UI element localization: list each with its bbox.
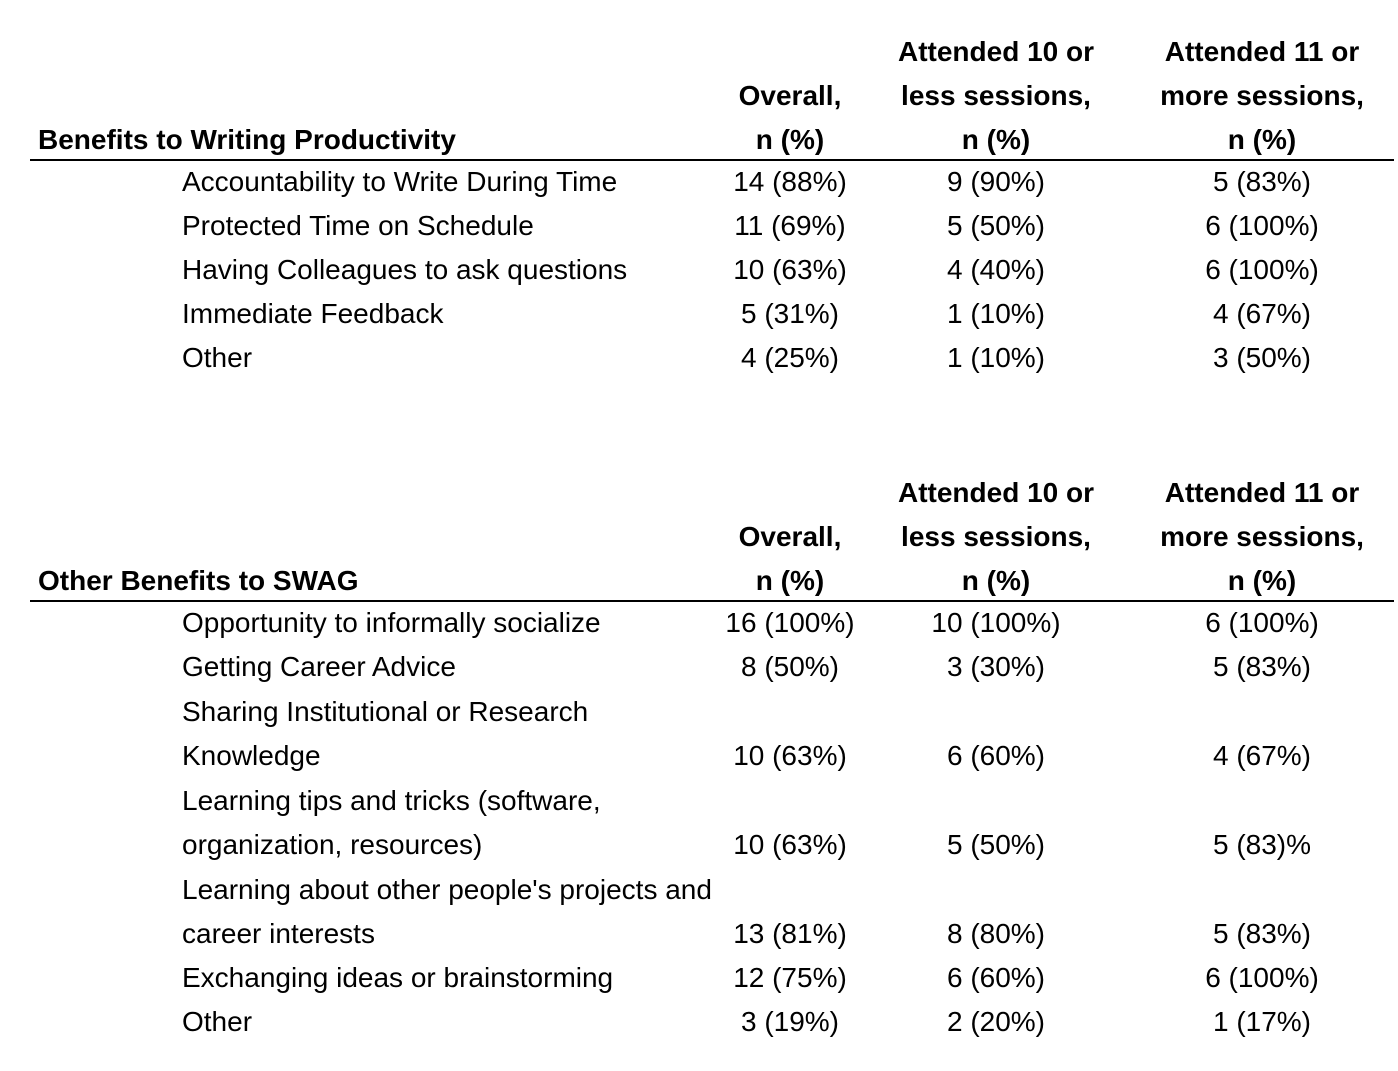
cell-10-or-less: 3 (30%) [946, 651, 1046, 682]
cell-overall: 4 (25%) [740, 342, 840, 373]
table-row [0, 778, 1398, 867]
column-header-line: n (%) [961, 124, 1031, 155]
cell-11-or-more: 1 (17%) [1212, 1006, 1312, 1037]
column-header-11-or-more [1140, 471, 1384, 603]
cell-10-or-less: 9 (90%) [946, 166, 1046, 197]
cell-10-or-less: 1 (10%) [946, 298, 1046, 329]
table-body [0, 601, 1398, 1044]
column-header-line: Attended 11 or [1164, 36, 1360, 67]
table-row [0, 689, 1398, 778]
column-header-line: Overall, [738, 80, 842, 111]
cell-11-or-more: 6 (100%) [1205, 962, 1319, 993]
row-label: Other [182, 342, 253, 373]
table-row [0, 867, 1398, 956]
cell-10-or-less: 2 (20%) [946, 1006, 1046, 1037]
section-title: Benefits to Writing Productivity [38, 124, 456, 155]
cell-overall: 5 (31%) [740, 298, 840, 329]
column-header-line: less sessions, [901, 521, 1091, 552]
table-row [0, 601, 1398, 645]
row-label: Learning tips and tricks (software, organization, resources) [182, 785, 601, 860]
table-row [0, 248, 1398, 292]
row-label: Exchanging ideas or brainstorming [182, 962, 614, 993]
cell-11-or-more: 5 (83%) [1212, 918, 1312, 949]
cell-10-or-less: 10 (100%) [931, 607, 1061, 638]
cell-10-or-less: 6 (60%) [946, 962, 1046, 993]
cell-11-or-more: 5 (83)% [1212, 829, 1312, 860]
column-header-line: n (%) [755, 565, 825, 596]
column-header-line: n (%) [961, 565, 1031, 596]
cell-10-or-less: 6 (60%) [946, 740, 1046, 771]
column-header-11-or-more [1140, 30, 1384, 162]
cell-overall: 8 (50%) [740, 651, 840, 682]
cell-overall: 11 (69%) [734, 210, 846, 241]
column-header-line: Attended 10 or [897, 36, 1095, 67]
row-label: Opportunity to informally socialize [182, 607, 601, 638]
cell-10-or-less: 8 (80%) [946, 918, 1046, 949]
table-row [0, 204, 1398, 248]
cell-10-or-less: 1 (10%) [946, 342, 1046, 373]
column-header-10-or-less [876, 30, 1116, 162]
column-header-line: more sessions, [1160, 521, 1364, 552]
table-row [0, 956, 1398, 1000]
column-header-line: n (%) [755, 124, 825, 155]
other-benefits-table [0, 441, 1398, 1044]
table-row [0, 292, 1398, 336]
cell-overall: 3 (19%) [740, 1006, 840, 1037]
column-header-overall [700, 471, 880, 603]
table-row [0, 336, 1398, 380]
cell-overall: 13 (81%) [733, 918, 847, 949]
cell-10-or-less: 5 (50%) [946, 210, 1046, 241]
cell-11-or-more: 6 (100%) [1205, 210, 1319, 241]
cell-overall: 12 (75%) [733, 962, 847, 993]
table-row [0, 160, 1398, 204]
row-label: Getting Career Advice [182, 651, 456, 682]
row-label: Protected Time on Schedule [182, 210, 534, 241]
cell-11-or-more: 5 (83%) [1212, 166, 1312, 197]
table-row [0, 645, 1398, 689]
column-header-line: more sessions, [1160, 80, 1364, 111]
cell-10-or-less: 5 (50%) [946, 829, 1046, 860]
row-label: Having Colleagues to ask questions [182, 254, 628, 285]
cell-11-or-more: 4 (67%) [1212, 740, 1312, 771]
cell-11-or-more: 6 (100%) [1205, 254, 1319, 285]
cell-10-or-less: 4 (40%) [946, 254, 1046, 285]
cell-11-or-more: 5 (83%) [1212, 651, 1312, 682]
column-header-line: Attended 11 or [1164, 477, 1360, 508]
cell-overall: 10 (63%) [733, 829, 847, 860]
column-header-overall [700, 30, 880, 162]
cell-overall: 16 (100%) [725, 607, 855, 638]
row-label: Sharing Institutional or Research Knowledge [182, 696, 589, 771]
column-header-line: n (%) [1227, 565, 1297, 596]
cell-overall: 10 (63%) [733, 254, 847, 285]
column-header-line: Overall, [738, 521, 842, 552]
row-label: Learning about other people's projects and career interests [182, 874, 712, 949]
cell-11-or-more: 4 (67%) [1212, 298, 1312, 329]
table-header [0, 441, 1398, 601]
column-header-line: Attended 10 or [897, 477, 1095, 508]
cell-11-or-more: 3 (50%) [1212, 342, 1312, 373]
row-label: Immediate Feedback [182, 298, 444, 329]
section-title: Other Benefits to SWAG [38, 565, 359, 596]
cell-overall: 14 (88%) [733, 166, 847, 197]
column-header-line: less sessions, [901, 80, 1091, 111]
writing-productivity-table [0, 0, 1398, 380]
table-row [0, 1000, 1398, 1044]
table-header [0, 0, 1398, 160]
table-body [0, 160, 1398, 380]
cell-overall: 10 (63%) [733, 740, 847, 771]
cell-11-or-more: 6 (100%) [1205, 607, 1319, 638]
column-header-10-or-less [876, 471, 1116, 603]
column-header-line: n (%) [1227, 124, 1297, 155]
row-label: Accountability to Write During Time [182, 166, 618, 197]
row-label: Other [182, 1006, 253, 1037]
